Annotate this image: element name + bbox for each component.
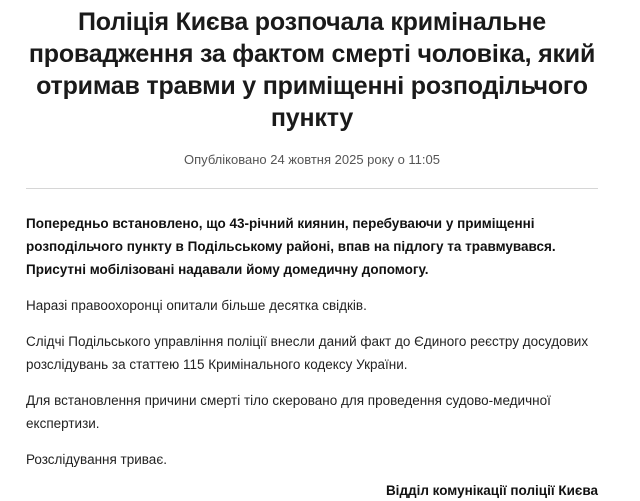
article-lead: Попередньо встановлено, що 43-річний киянин, перебуваючи у приміщенні розподільчого пункту в Подільському районі, впав на підлогу та травмувався. Присутні мобілізовані надавали йому домедичну допомогу. <box>26 216 556 277</box>
article <box>26 0 598 501</box>
article-paragraph: Наразі правоохоронці опитали більше десятка свідків. <box>26 298 367 313</box>
article-paragraph: Для встановлення причини смерті тіло скеровано для проведення судово-медичної експертизи. <box>26 393 551 431</box>
article-headline: Поліція Києва розпочала кримінальне провадження за фактом смерті чоловіка, який отримав травми у приміщенні розподільчого пункту <box>28 8 596 132</box>
divider <box>26 188 598 189</box>
publication-date: Опубліковано 24 жовтня 2025 року о 11:05 <box>184 152 440 167</box>
article-paragraph: Слідчі Подільського управління поліції внесли даний факт до Єдиного реєстру досудових розслідувань за статтею 115 Кримінального кодексу України. <box>26 334 589 372</box>
article-paragraph: Розслідування триває. <box>26 452 167 467</box>
article-signature: Відділ комунікації поліції Києва <box>385 483 598 498</box>
